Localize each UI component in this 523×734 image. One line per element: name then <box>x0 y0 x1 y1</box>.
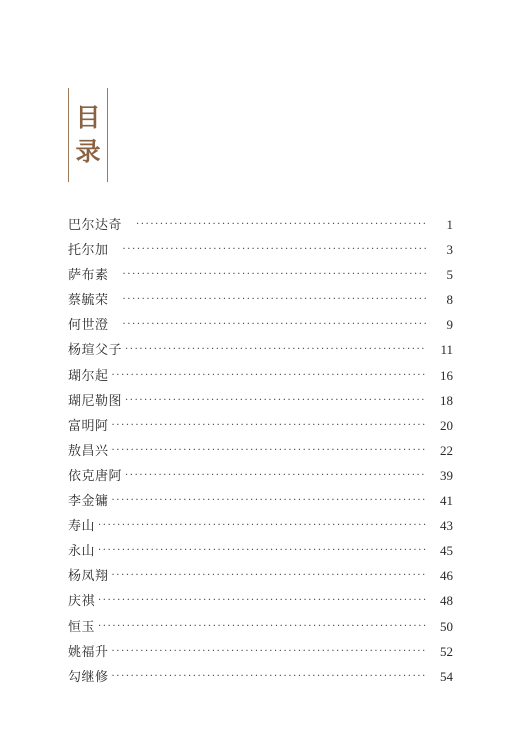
toc-entry-page-number: 48 <box>440 593 453 609</box>
toc-entry-page-number: 18 <box>440 392 453 408</box>
dot-leader <box>112 570 427 581</box>
toc-entry-title: 巴尔达奇 <box>68 218 123 233</box>
dot-leader <box>112 646 427 657</box>
toc-entry-page-number: 52 <box>440 643 453 659</box>
toc-entry[interactable] <box>68 239 453 264</box>
toc-entry[interactable] <box>68 540 453 565</box>
toc-entry-title: 托尔加 <box>68 243 109 259</box>
toc-entry[interactable] <box>68 666 453 691</box>
dot-leader <box>123 319 427 330</box>
dot-leader <box>98 545 427 556</box>
dot-leader <box>125 470 427 481</box>
toc-entry[interactable] <box>68 440 453 465</box>
toc-entry[interactable] <box>68 641 453 666</box>
toc-entry-title: 何世澄 <box>68 318 109 334</box>
toc-entry-page-number: 22 <box>440 442 453 458</box>
dot-leader <box>112 370 427 381</box>
dot-leader <box>112 420 427 431</box>
toc-entry-page-number: 50 <box>440 618 453 634</box>
toc-entry-title: 杨瑄父子 <box>68 343 123 359</box>
toc-entry-title: 李金镛 <box>68 494 109 510</box>
toc-entry-page-number: 54 <box>440 668 453 684</box>
toc-entry-title: 蔡毓荣 <box>68 293 109 309</box>
toc-entry-page-number: 9 <box>446 317 453 333</box>
toc-entry[interactable] <box>68 390 453 415</box>
dot-leader <box>136 219 427 230</box>
toc-entry-page-number: 3 <box>446 242 453 258</box>
toc-entry[interactable] <box>68 490 453 515</box>
toc-entry[interactable] <box>68 565 453 590</box>
toc-entry-title: 恒玉 <box>68 619 96 635</box>
dot-leader <box>112 671 427 682</box>
toc-entry-page-number: 16 <box>440 367 453 383</box>
toc-entry-title: 姚福升 <box>68 644 109 660</box>
toc-entry-title: 庆祺 <box>68 594 96 610</box>
toc-entry[interactable] <box>68 415 453 440</box>
toc-entry-title: 敖昌兴 <box>68 443 109 459</box>
dot-leader <box>112 495 427 506</box>
toc-entry-page-number: 43 <box>440 518 453 534</box>
toc-entry[interactable] <box>68 314 453 339</box>
dot-leader <box>123 269 427 280</box>
toc-list <box>68 214 453 691</box>
toc-entry-page-number: 39 <box>440 467 453 483</box>
toc-entry-title: 富明阿 <box>68 418 109 434</box>
toc-entry-title: 瑚尼勒图 <box>68 393 123 409</box>
toc-entry-page-number: 41 <box>440 493 453 509</box>
toc-title <box>68 88 108 182</box>
toc-entry[interactable] <box>68 465 453 490</box>
toc-entry-page-number: 20 <box>440 417 453 433</box>
dot-leader <box>123 244 427 255</box>
dot-leader <box>98 520 427 531</box>
toc-entry-title: 永山 <box>68 544 96 560</box>
toc-entry[interactable] <box>68 264 453 289</box>
toc-entry[interactable] <box>68 339 453 364</box>
title-char-2: 录 <box>75 137 101 166</box>
title-char-1: 目 <box>75 103 101 132</box>
toc-entry-page-number: 1 <box>446 217 453 232</box>
toc-entry-page-number: 46 <box>440 568 453 584</box>
toc-entry-page-number: 8 <box>446 292 453 308</box>
toc-entry-title: 杨凤翔 <box>68 569 109 585</box>
toc-entry[interactable] <box>68 214 453 239</box>
toc-entry[interactable] <box>68 616 453 641</box>
toc-entry[interactable] <box>68 590 453 615</box>
toc-entry-title: 萨布素 <box>68 268 109 284</box>
toc-entry-title: 依克唐阿 <box>68 468 123 484</box>
toc-entry-title: 勾继修 <box>68 669 109 685</box>
toc-entry-page-number: 45 <box>440 543 453 559</box>
dot-leader <box>125 395 427 406</box>
dot-leader <box>125 344 427 355</box>
toc-entry-title: 寿山 <box>68 519 96 535</box>
toc-entry[interactable] <box>68 365 453 390</box>
dot-leader <box>98 621 427 632</box>
dot-leader <box>123 294 427 305</box>
dot-leader <box>98 595 427 606</box>
dot-leader <box>112 445 427 456</box>
toc-entry-page-number: 5 <box>446 267 453 283</box>
toc-entry[interactable] <box>68 515 453 540</box>
toc-entry-title: 瑚尔起 <box>68 368 109 384</box>
toc-entry[interactable] <box>68 289 453 314</box>
toc-entry-page-number: 11 <box>440 342 453 358</box>
